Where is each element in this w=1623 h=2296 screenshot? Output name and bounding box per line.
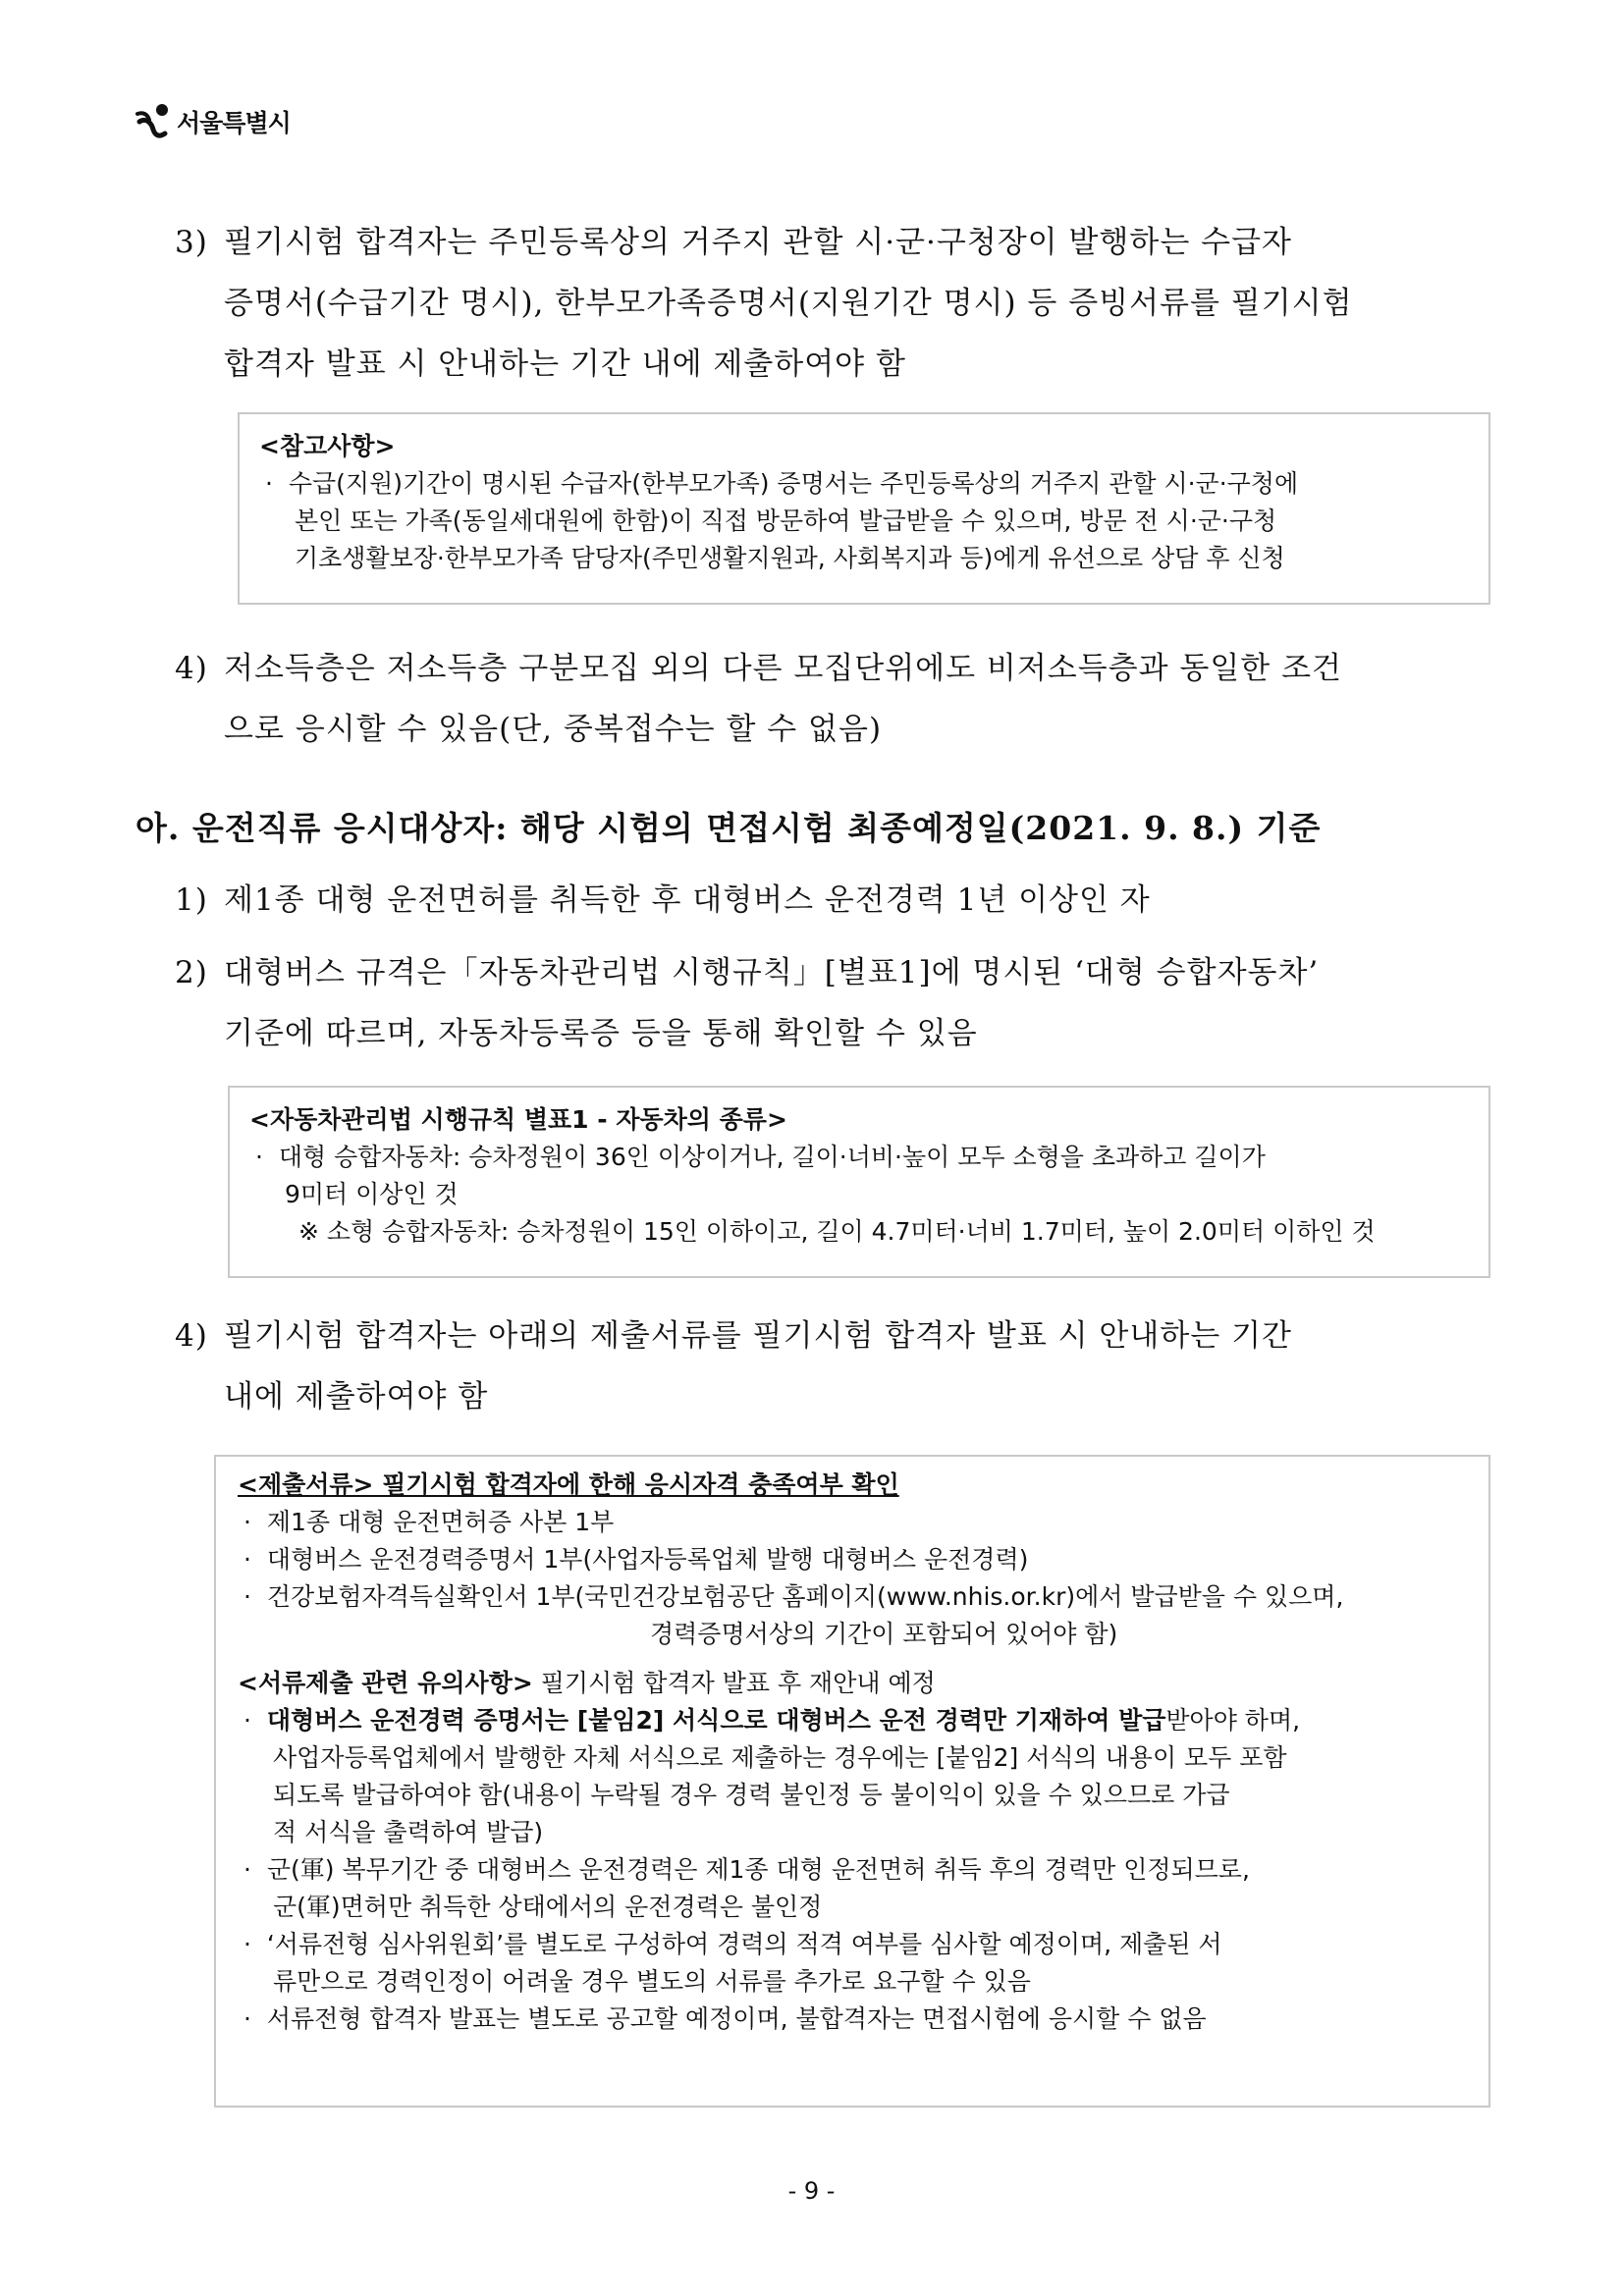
bullet: ·: [243, 1545, 251, 1574]
item-number: 4): [175, 651, 208, 686]
note-text: 받아야 하며,: [1165, 1706, 1301, 1735]
box-heading: <자동차관리법 시행규칙 별표1 - 자동차의 종류>: [249, 1105, 787, 1134]
doc-item-continuation: 경력증명서상의 기간이 포함되어 있어야 함): [650, 1620, 1118, 1648]
submission-documents-box: [214, 1455, 1490, 2108]
seoul-logo-text: 서울특별시: [177, 109, 291, 137]
item-line: 필기시험 합격자는 주민등록상의 거주지 관할 시·군·구청장이 발행하는 수급자: [224, 225, 1292, 260]
section-heading: 아. 운전직류 응시대상자: 해당 시험의 면접시험 최종예정일(2021. 9. 8.) 기준: [135, 809, 1322, 847]
box-line: 본인 또는 가족(동일세대원에 한함)이 직접 방문하여 발급받을 수 있으며, 방문 전 시·군·구청: [295, 507, 1277, 535]
note-bold: 대형버스 운전경력 증명서는 [붙임2] 서식으로 대형버스 운전 경력만 기재하여 발급: [266, 1706, 1166, 1735]
doc-item: 대형버스 운전경력증명서 1부(사업자등록업체 발행 대형버스 운전경력): [266, 1545, 1029, 1574]
note-line: 류만으로 경력인정이 어려울 경우 별도의 서류를 추가로 요구할 수 있음: [273, 1967, 1031, 1996]
item-number: 3): [175, 225, 208, 260]
item-line: 증명서(수급기간 명시), 한부모가족증명서(지원기간 명시) 등 증빙서류를 필기시험: [224, 286, 1353, 321]
bullet: ·: [243, 1582, 251, 1611]
item-1-license: [175, 870, 1490, 931]
bullet: ·: [255, 1143, 263, 1171]
item-number: 4): [175, 1318, 208, 1354]
item-4-submit-docs: [175, 1306, 1490, 1427]
item-line: 대형버스 규격은「자동차관리법 시행규칙」[별표1]에 명시된 ‘대형 승합자동차’: [224, 955, 1320, 990]
page-number: - 9 -: [787, 2177, 836, 2205]
doc-item: 제1종 대형 운전면허증 사본 1부: [266, 1508, 615, 1536]
reference-notes-box: [238, 412, 1490, 605]
item-line: 기준에 따르며, 자동차등록증 등을 통해 확인할 수 있음: [224, 1016, 978, 1051]
bullet: ·: [243, 1508, 251, 1536]
box-heading: <제출서류> 필기시험 합격자에 한해 응시자격 충족여부 확인: [238, 1470, 899, 1499]
item-number: 1): [175, 882, 208, 918]
bullet: ·: [243, 2004, 251, 2033]
seoul-logo-icon: [135, 102, 173, 141]
bullet: ·: [243, 1855, 251, 1884]
item-4-low-income: [175, 638, 1490, 760]
vehicle-types-box: [228, 1086, 1490, 1278]
note-line: 군(軍) 복무기간 중 대형버스 운전경력은 제1종 대형 운전면허 취득 후의 경력만 인정되므로,: [266, 1855, 1250, 1884]
item-line: 저소득층은 저소득층 구분모집 외의 다른 모집단위에도 비저소득층과 동일한 조건: [224, 651, 1342, 686]
item-line: 필기시험 합격자는 아래의 제출서류를 필기시험 합격자 발표 시 안내하는 기간: [224, 1318, 1292, 1354]
box-line: 대형 승합자동차: 승차정원이 36인 이상이거나, 길이·너비·높이 모두 소형을 초과하고 길이가: [278, 1143, 1266, 1171]
box-line: 9미터 이상인 것: [285, 1180, 459, 1208]
item-line: 내에 제출하여야 함: [224, 1379, 489, 1415]
note-line: 적 서식을 출력하여 발급): [273, 1818, 544, 1846]
seoul-logo: [135, 102, 291, 141]
box-line: 수급(지원)기간이 명시된 수급자(한부모가족) 증명서는 주민등록상의 거주지 관할 시·군·구청에: [288, 469, 1299, 498]
note-line: ‘서류전형 심사위원회’를 별도로 구성하여 경력의 적격 여부를 심사할 예정이며, 제출된 서: [266, 1930, 1222, 1958]
item-number: 2): [175, 955, 208, 990]
box-heading: <참고사항>: [259, 432, 396, 460]
item-2-bus-spec: [175, 942, 1490, 1064]
item-line: 합격자 발표 시 안내하는 기간 내에 제출하여야 함: [224, 347, 906, 382]
doc-item: 건강보험자격득실확인서 1부(국민건강보험공단 홈페이지(www.nhis.or.kr)에서 발급받을 수 있으며,: [266, 1582, 1344, 1611]
item-line: 제1종 대형 운전면허를 취득한 후 대형버스 운전경력 1년 이상인 자: [224, 882, 1151, 918]
notes-heading-tail: 필기시험 합격자 발표 후 재안내 예정: [532, 1669, 936, 1697]
bullet: ·: [243, 1930, 251, 1958]
note-line: 사업자등록업체에서 발행한 자체 서식으로 제출하는 경우에는 [붙임2] 서식의 내용이 모두 포함: [273, 1743, 1287, 1772]
notes-heading: <서류제출 관련 유의사항>: [238, 1669, 533, 1697]
item-line: 으로 응시할 수 있음(단, 중복접수는 할 수 없음): [224, 712, 883, 747]
box-line: 기초생활보장·한부모가족 담당자(주민생활지원과, 사회복지과 등)에게 유선으로 상담 후 신청: [295, 544, 1285, 572]
bullet: ·: [265, 469, 273, 498]
note-line: 되도록 발급하여야 함(내용이 누락될 경우 경력 불인정 등 불이익이 있을 수 있으므로 가급: [273, 1781, 1230, 1809]
note-line: 군(軍)면허만 취득한 상태에서의 운전경력은 불인정: [273, 1893, 823, 1921]
note-line: 서류전형 합격자 발표는 별도로 공고할 예정이며, 불합격자는 면접시험에 응시할 수 없음: [266, 2004, 1207, 2033]
bullet: ·: [243, 1706, 251, 1735]
box-note: ※ 소형 승합자동차: 승차정원이 15인 이하이고, 길이 4.7미터·너비 1.7미터, 높이 2.0미터 이하인 것: [298, 1217, 1376, 1246]
item-3-recipient-docs: [175, 212, 1490, 395]
